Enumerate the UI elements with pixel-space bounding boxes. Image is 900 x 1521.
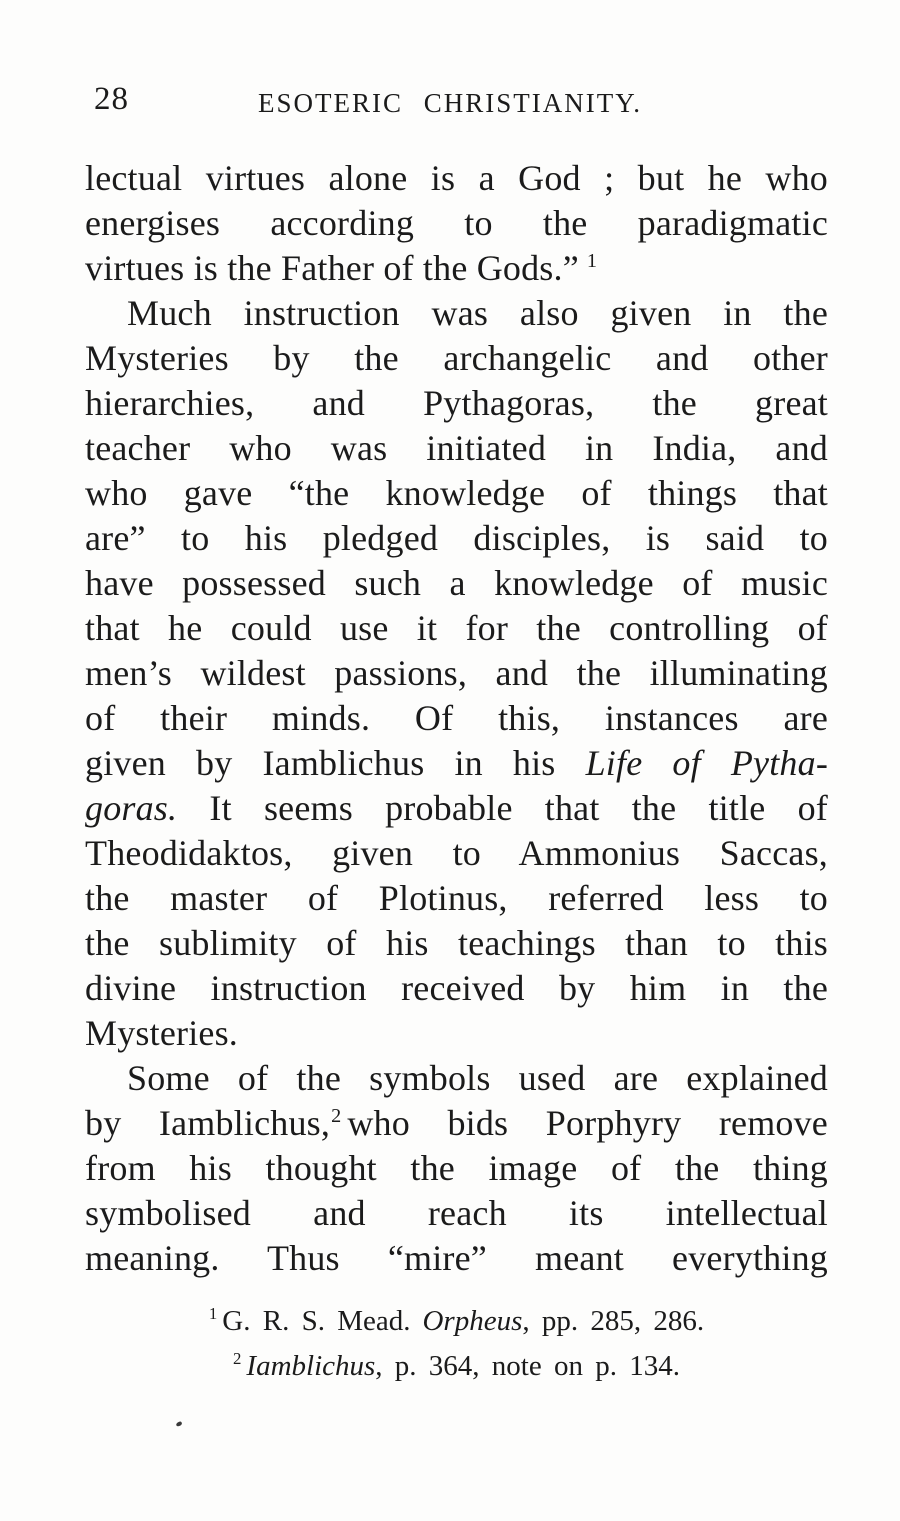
text-line: lectual virtues alone is a God ; but he who bbox=[85, 158, 828, 198]
text-line: symbolised and reach its intellectual bbox=[85, 1193, 828, 1233]
page-number: 28 bbox=[94, 81, 129, 117]
footnote bbox=[85, 1344, 828, 1389]
footnote-text: , p. 364, note on p. 134. bbox=[375, 1350, 680, 1382]
text-line: have possessed such a knowledge of music bbox=[85, 563, 828, 603]
line-text: by Iamblichus, bbox=[85, 1103, 331, 1143]
text-line bbox=[85, 741, 828, 786]
body-text bbox=[85, 156, 828, 1281]
footnotes bbox=[85, 1299, 828, 1389]
ink-speck bbox=[175, 1421, 182, 1427]
text-line: of their minds. Of this, instances are bbox=[85, 698, 828, 738]
running-title: ESOTERIC CHRISTIANITY. bbox=[257, 88, 642, 118]
text-line: teacher who was initiated in India, and bbox=[85, 428, 828, 468]
footnote-text: G. R. S. Mead. bbox=[222, 1305, 411, 1337]
text-line: men’s wildest passions, and the illuminating bbox=[85, 653, 828, 693]
italic-text: Life of Pytha- bbox=[585, 743, 828, 783]
footnote-text: , pp. 285, 286. bbox=[522, 1305, 705, 1337]
text-line: Mysteries by the archangelic and other bbox=[85, 338, 828, 378]
italic-text: goras. bbox=[85, 788, 178, 828]
line-text: given by Iamblichus in his bbox=[85, 743, 586, 783]
text-line: are” to his pledged disciples, is said to bbox=[85, 518, 828, 558]
text-line: meaning. Thus “mire” meant everything bbox=[85, 1238, 828, 1278]
text-line: from his thought the image of the thing bbox=[85, 1148, 828, 1188]
text-line: that he could use it for the controlling of bbox=[85, 608, 828, 648]
text-line: hierarchies, and Pythagoras, the great bbox=[85, 383, 828, 423]
footnote-marker: 1 bbox=[208, 1304, 218, 1324]
italic-text: Orpheus bbox=[422, 1305, 523, 1337]
text-line: the sublimity of his teachings than to this bbox=[85, 923, 828, 963]
text-line: Some of the symbols used are explained bbox=[127, 1058, 828, 1098]
text-line: Mysteries. bbox=[85, 1013, 238, 1053]
line-text: It seems probable that the title of bbox=[177, 788, 828, 828]
footnote-ref-2: 2 bbox=[331, 1105, 342, 1127]
text-line bbox=[85, 246, 828, 291]
text-line: Theodidaktos, given to Ammonius Saccas, bbox=[85, 833, 828, 873]
text-line bbox=[85, 1101, 828, 1146]
footnote-marker: 2 bbox=[233, 1349, 242, 1369]
footnote bbox=[85, 1299, 828, 1344]
text-line: divine instruction received by him in the bbox=[85, 968, 828, 1008]
text-line: who gave “the knowledge of things that bbox=[85, 473, 828, 513]
text-line: the master of Plotinus, referred less to bbox=[85, 878, 828, 918]
text-line: Much instruction was also given in the bbox=[127, 293, 828, 333]
line-text: virtues is the Father of the Gods.” bbox=[85, 248, 579, 288]
text-line bbox=[85, 786, 828, 831]
line-text: who bids Porphyry remove bbox=[347, 1103, 828, 1143]
page-header bbox=[0, 81, 900, 124]
footnote-ref-1: 1 bbox=[586, 250, 598, 272]
italic-text: Iamblichus bbox=[246, 1350, 376, 1382]
text-line: energises according to the paradigmatic bbox=[85, 203, 828, 243]
